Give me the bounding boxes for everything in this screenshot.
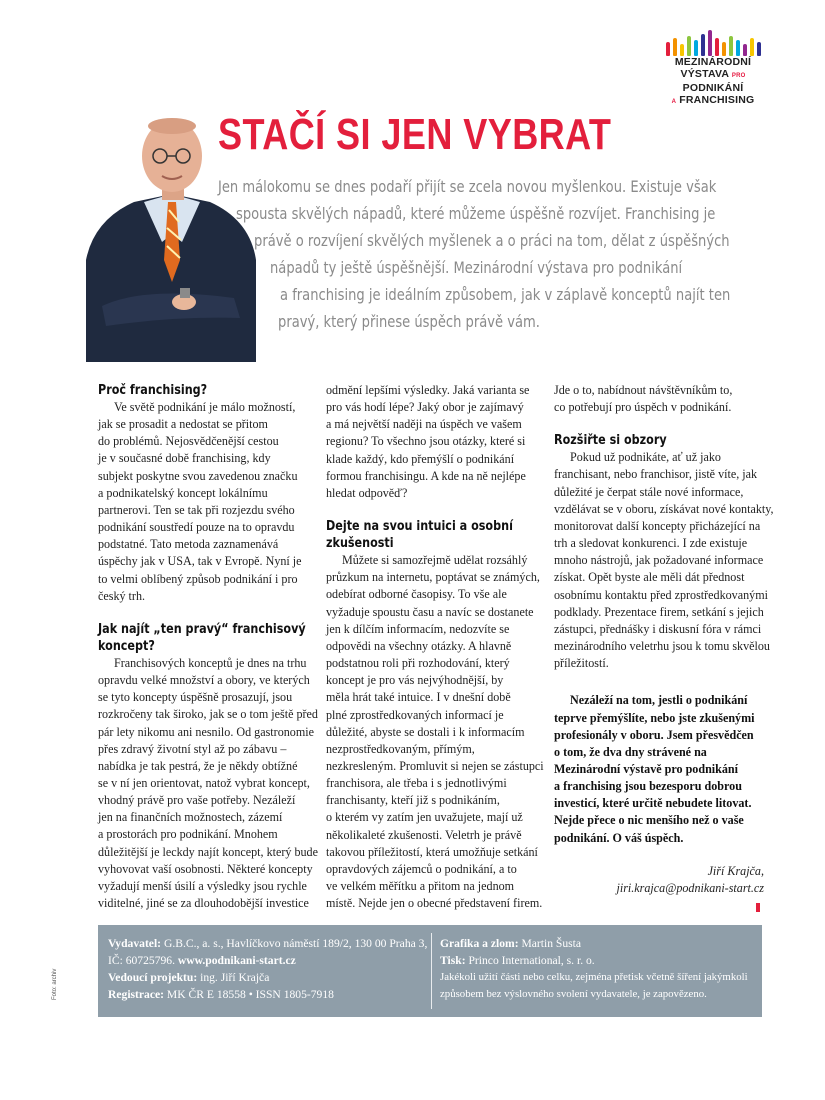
logo-line-2-small: PRO — [731, 73, 746, 79]
author-name: Jiří Krajča, — [707, 863, 764, 878]
text-line: podstatné. Tato metoda zaznamenává — [98, 537, 279, 552]
logo-figure — [715, 38, 719, 56]
logo-figure — [729, 36, 733, 56]
text-line: příležitostí. — [554, 656, 609, 671]
heading-line: Jak najít „ten pravý“ franchisový — [98, 621, 306, 637]
imprint-print — [440, 952, 758, 969]
text-line: opravdu velké množství a obory, ve kterých — [98, 673, 310, 688]
copyright-notice: Jakékoli užití části nebo celku, zejména přetisk včetně šíření jakýmkoli — [440, 971, 748, 983]
imprint-registration — [108, 986, 426, 1003]
logo-figure — [708, 30, 712, 56]
logo-figure — [666, 42, 670, 56]
text-line: vyžadují menší úsilí a výsledky jsou rychle — [98, 878, 307, 893]
text-line: subjekt poskytne svou zavedenou značku — [98, 468, 298, 483]
paragraph — [98, 399, 312, 605]
text-line: to velmi oblíbený způsob podnikání i pro — [98, 571, 298, 586]
paragraph — [554, 449, 774, 672]
text-line: podnikání. O váš úspěch. — [554, 830, 684, 845]
text-line: nezkresleným. Promluvit si nejen se zástupci — [326, 758, 544, 773]
logo-figures-icon — [653, 30, 773, 56]
text-line: místě. Nejde jen o obecné představení firem. — [326, 896, 543, 911]
text-line: jen na finančních možnostech, zázemí — [98, 810, 283, 825]
text-line: podklady. Prezentace firem, setkání s jejich — [554, 604, 764, 619]
text-line: mezinárodního veletrhu jsou k tomu skvělou — [554, 639, 770, 654]
paragraph — [326, 552, 544, 912]
value: Princo International, s. r. o. — [465, 954, 595, 967]
text-line: vhodný právě pro vaše potřeby. Nezáleží — [98, 793, 296, 808]
imprint-ico — [108, 952, 426, 969]
logo-line-3-post: FRANCHISING — [679, 94, 755, 106]
label: Registrace: — [108, 988, 165, 1001]
text-line: Mezinárodní výstavě pro podnikání — [554, 761, 739, 776]
text-line: partnerovi. Ten se tak při rozjezdu svého — [98, 502, 295, 517]
logo-figure — [701, 34, 705, 56]
section-heading-find-concept — [98, 621, 306, 655]
text-line: nezprostředkovaným, přímým, — [326, 741, 475, 756]
value: G.B.C., a. s., Havlíčkovo náměstí 189/2, 130 00 Praha 3, — [161, 937, 428, 950]
text-line: co potřebují pro úspěch v podnikání. — [554, 400, 732, 415]
label: Tisk: — [440, 954, 466, 967]
text-line: se tyto koncepty úspěšně prosazují, jsou — [98, 690, 293, 705]
text-line: Pokud už podnikáte, ať už jako — [570, 450, 721, 465]
text-line: Ve světě podnikání je málo možností, — [114, 400, 296, 414]
text-line: viditelné, jiné se za dlouhodobější investice — [98, 896, 309, 911]
text-line: o tom, že dva dny strávené na — [554, 744, 707, 759]
imprint-divider — [431, 933, 432, 1009]
logo-figure — [750, 38, 754, 56]
text-line: a má největší naději na úspěch ve vašem — [326, 417, 522, 432]
logo-figure — [673, 38, 677, 56]
text-line: důležité je čerpat stále nové informace, — [554, 484, 744, 499]
text-line: Nejde přece o nic menšího než o vaše — [554, 813, 744, 828]
text-line: odmění lepšími výsledky. Jaká varianta se — [326, 383, 530, 397]
text-line: teprve přemýšlíte, nebo jste zkušenými — [554, 710, 755, 725]
text-line: nabídka je tak pestrá, že je někdy obtížné — [98, 758, 298, 773]
text-line: plné zprostředkovaných informací je — [326, 707, 504, 722]
text-line: Můžete si samozřejmě udělat rozsáhlý — [342, 553, 528, 568]
label: Vydavatel: — [108, 937, 162, 950]
text-line: český trh. — [98, 588, 146, 603]
text-line: jen k dílčím informacím, nedozvíte se — [326, 621, 510, 636]
imprint-publisher — [108, 935, 426, 952]
heading-line: Dejte na svou intuici a osobní — [326, 519, 513, 535]
logo-figure — [680, 44, 684, 56]
logo-line-2-post: PODNIKÁNÍ — [682, 82, 744, 94]
imprint-right — [440, 935, 758, 1003]
text-line: se v ní jen orientovat, natož vybrat koncept, — [98, 775, 310, 790]
text-line: vyžaduje spoustu času a navíc se dostanete — [326, 604, 534, 619]
text-line: franchisanty, kteří již s podnikáním, — [326, 793, 500, 808]
lead-line: spousta skvělých nápadů, které můžeme úspěšně rozvíjet. Franchising je — [236, 205, 716, 223]
logo-figure — [736, 40, 740, 56]
text-line: a prostorách pro podnikání. Mnohem — [98, 827, 278, 842]
section-heading-intuition — [326, 518, 513, 552]
page-title: STAČÍ SI JEN VYBRAT — [218, 110, 612, 159]
text-line: přes zdravý životní styl až po zábavu – — [98, 741, 287, 756]
imprint-graphics — [440, 935, 758, 952]
logo-figure — [687, 36, 691, 56]
text-line: pár lety nikomu ani nesnilo. Od gastronomie — [98, 724, 314, 739]
logo-line-1: MEZINÁRODNÍ — [674, 56, 752, 68]
text-line: měla hrát také intuice. I v dnešní době — [326, 690, 511, 705]
value: Martin Šusta — [518, 937, 582, 950]
text-line: monitorovat další koncepty přicházející na — [554, 518, 761, 533]
text-line: zástupci, přednášky i diskusní fóra v rámci — [554, 621, 762, 636]
text-line: mnoho nástrojů, jak požadované informace — [554, 553, 764, 568]
text-line: ve velkém měřítku a přitom na jednom — [326, 879, 515, 894]
text-line: podnikání soustředí pouze na to opravdu — [98, 520, 295, 535]
lead-line: právě o rozvíjení skvělých myšlenek a o práci na tom, dělat z úspěšných — [254, 232, 730, 250]
text-line: investicí, které určitě nebudete litovat. — [554, 796, 752, 811]
value: IČ: 60725796. — [108, 954, 178, 967]
text-line: Jde o to, nabídnout návštěvníkům to, — [554, 383, 733, 397]
section-heading-why-franchising: Proč franchising? — [98, 383, 208, 398]
publisher-website: www.podnikani-start.cz — [177, 954, 296, 967]
closing-statement — [554, 692, 764, 846]
text-line: Franchisových konceptů je dnes na trhu — [114, 655, 307, 670]
text-line: formou franchisingu. A kde na ně nejlépe — [326, 468, 526, 483]
lead-line: pravý, který přinese úspěch právě vám. — [278, 313, 540, 331]
text-line: profesionály v oboru. Jsem přesvědčen — [554, 727, 754, 742]
label: Vedoucí projektu: — [108, 971, 198, 984]
text-line: opravdových zájemců o podnikání, a to — [326, 861, 517, 876]
text-line: Nezáleží na tom, jestli o podnikání — [570, 693, 748, 708]
paragraph — [98, 655, 318, 912]
end-mark-icon — [756, 903, 760, 912]
text-line: vzdělávat se v oboru, získávat nové kontakty, — [554, 501, 774, 516]
lead-line: a franchising je ideálním způsobem, jak v záplavě konceptů najít ten — [280, 286, 731, 304]
author-signature — [554, 863, 764, 897]
logo-figure — [694, 40, 698, 56]
logo-figure — [757, 42, 761, 56]
article-column-2 — [326, 382, 544, 912]
section-heading-horizons: Rozšiřte si obzory — [554, 433, 667, 449]
text-line: průzkum na internetu, poptávat se známých, — [326, 570, 540, 585]
logo-figure — [743, 44, 747, 56]
author-email: jiri.krajca@podnikani-start.cz — [616, 880, 764, 895]
logo-line-3-small: A — [671, 99, 677, 105]
photo-credit: Foto: archiv — [52, 968, 58, 1000]
text-line: odpovědi na všechny otázky. A hlavně — [326, 638, 512, 653]
heading-line: zkušenosti — [326, 536, 394, 552]
copyright-notice: způsobem bez výslovného svolení vydavatele, je zapovězeno. — [440, 988, 707, 1000]
text-line: je v současné době franchising, kdy — [98, 451, 271, 466]
logo-line-2-pre: VÝSTAVA — [680, 68, 729, 80]
value: MK ČR E 18558 • ISSN 1805-7918 — [164, 988, 334, 1001]
imprint-box — [98, 925, 762, 1017]
text-line: získat. Opět byste ale měli dát přednost — [554, 570, 745, 585]
text-line: úspěchy jak v USA, tak v Evropě. Nyní je — [98, 554, 302, 569]
text-line: podstatnou roli při rozhodování, který — [326, 656, 510, 671]
text-line: o kterém vy zatím jen uvažujete, mají už — [326, 810, 523, 825]
text-line: hledat odpověď? — [326, 485, 408, 500]
text-line: jak se prosadit a nedostat se přitom — [98, 417, 268, 432]
label: Grafika a zlom: — [440, 937, 519, 950]
text-line: osobnímu kontaktu před zprostředkovanými — [554, 587, 768, 602]
text-line: a podnikatelský koncept lokálnímu — [98, 485, 268, 500]
text-line: rozkročeny tak široko, jak se o tom ještě před — [98, 707, 318, 722]
text-line: a franchising jsou bezesporu dobrou — [554, 779, 742, 794]
paragraph — [554, 382, 764, 416]
value: ing. Jiří Krajča — [197, 971, 270, 984]
text-line: důležité, abyste se dostali i k informacím — [326, 724, 525, 739]
paragraph — [326, 382, 536, 502]
imprint-left — [108, 935, 426, 1003]
text-line: regionu? To všechno jsou otázky, které si — [326, 434, 526, 449]
article-column-3 — [554, 382, 774, 912]
text-line: takovou příležitostí, která umožňuje setkání — [326, 844, 538, 859]
logo-line-2 — [653, 68, 773, 94]
logo-figure — [722, 42, 726, 56]
heading-line: koncept? — [98, 638, 155, 654]
text-line: franchisora, ale třeba i s jednotlivými — [326, 776, 507, 791]
text-line: odebírat odborné časopisy. To vše ale — [326, 587, 507, 602]
text-line: několikaleté zkušenosti. Veletrh je právě — [326, 827, 522, 842]
text-line: důležitější je leckdy najít koncept, který bude — [98, 844, 318, 859]
text-line: klade každý, kdo přemýšlí o podnikání — [326, 451, 515, 466]
exhibition-logo — [653, 30, 773, 108]
text-line: pro vás hodí lépe? Jaký obor je zajímavý — [326, 400, 524, 415]
text-line: koncept je pro vás nejvýhodnější, by — [326, 673, 504, 688]
lead-line: nápadů ty ještě úspěšnější. Mezinárodní výstava pro podnikání — [270, 259, 683, 277]
imprint-project-lead — [108, 969, 426, 986]
text-line: trh a sledovat konkurenci. I zde existuje — [554, 536, 748, 551]
logo-line-3 — [653, 94, 773, 108]
text-line: vyhovovat vaší osobnosti. Některé koncepty — [98, 861, 313, 876]
article-column-1 — [98, 382, 318, 912]
text-line: do problémů. Nejosvědčenější cestou — [98, 434, 279, 449]
text-line: franchisant, nebo franchisor, jistě víte, jak — [554, 467, 758, 482]
lead-line: Jen málokomu se dnes podaří přijít se zcela novou myšlenkou. Existuje však — [218, 178, 717, 196]
